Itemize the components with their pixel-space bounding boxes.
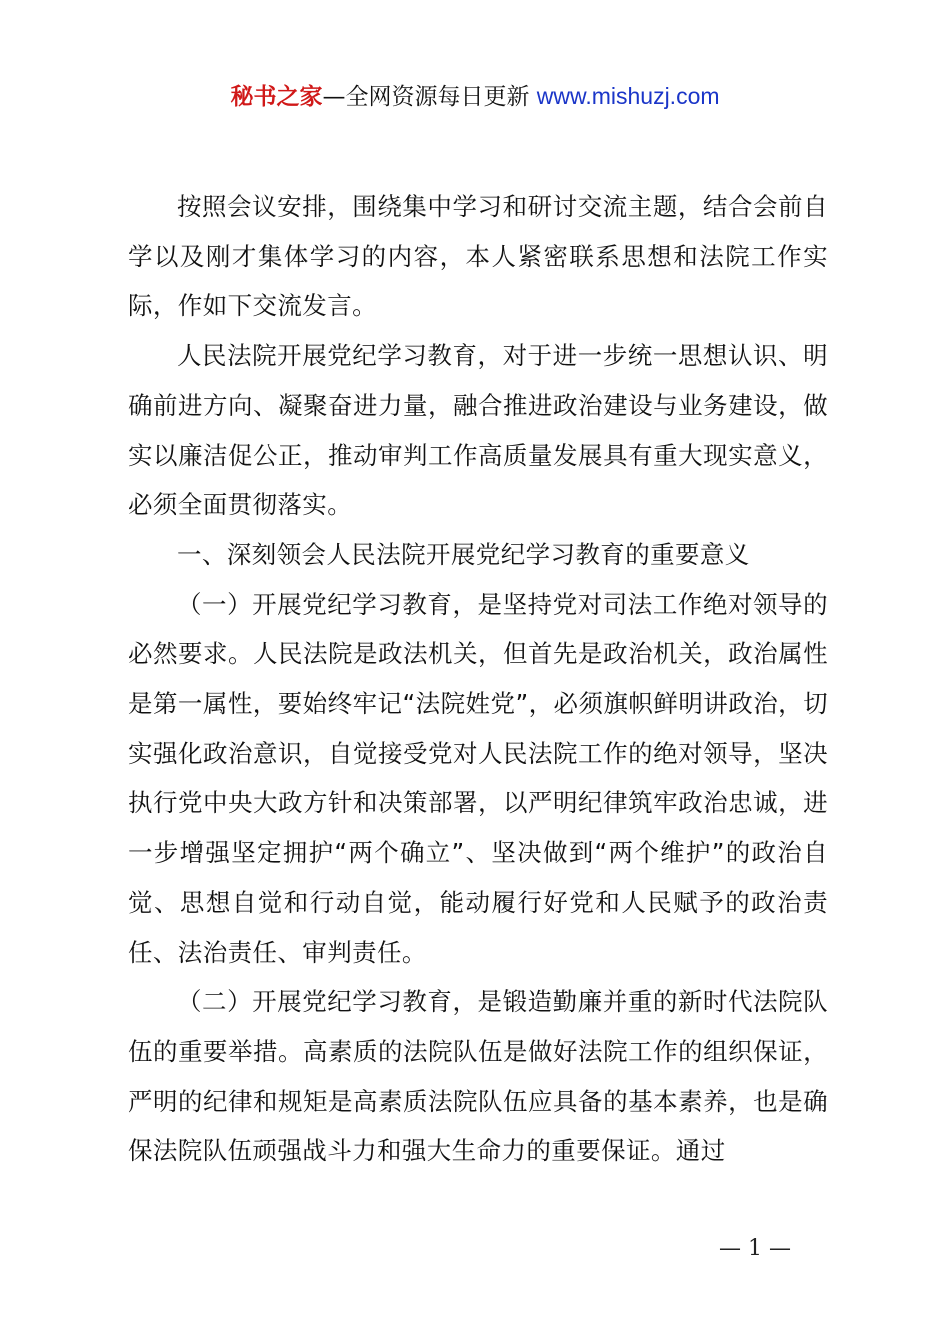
section-heading-1: 一、深刻领会人民法院开展党纪学习教育的重要意义 <box>177 539 750 569</box>
paragraph-point-2: （二）开展党纪学习教育，是锻造勤廉并重的新时代法院队伍的重要举措。高素质的法院队伍是做好法院工作的组织保证，严明的纪律和规矩是高素质法院队伍应具备的基本素养，也是确保法院队伍顽强战斗力和强大生命力的重要保证。通过 <box>128 987 828 1166</box>
paragraph-point-1: （一）开展党纪学习教育，是坚持党对司法工作绝对领导的必然要求。人民法院是政法机关，但首先是政治机关，政治属性是第一属性，要始终牢记“法院姓党”，必须旗帜鲜明讲政治，切实强化政治意识，自觉接受党对人民法院工作的绝对领导，坚决执行党中央大政方针和决策部署，以严明纪律筑牢政治忠诚，进一步增强坚定拥护“两个确立”、坚决做到“两个维护”的政治自觉、思想自觉和行动自觉，能动履行好党和人民赋予的政治责任、法治责任、审判责任。 <box>128 589 828 967</box>
document-body <box>128 182 828 1176</box>
page-number: — 1 — <box>719 1236 791 1261</box>
site-header <box>0 80 950 113</box>
paragraph-significance: 人民法院开展党纪学习教育，对于进一步统一思想认识、明确前进方向、凝聚奋进力量，融合推进政治建设与业务建设，做实以廉洁促公正，推动审判工作高质量发展具有重大现实意义，必须全面贯彻落实。 <box>128 341 828 520</box>
site-tagline: —全网资源每日更新 <box>322 84 537 110</box>
paragraph-intro: 按照会议安排，围绕集中学习和研讨交流主题，结合会前自学以及刚才集体学习的内容，本人紧密联系思想和法院工作实际，作如下交流发言。 <box>128 192 828 321</box>
site-url[interactable]: www.mishuzj.com <box>536 83 720 109</box>
site-brand: 秘书之家 <box>230 84 323 110</box>
